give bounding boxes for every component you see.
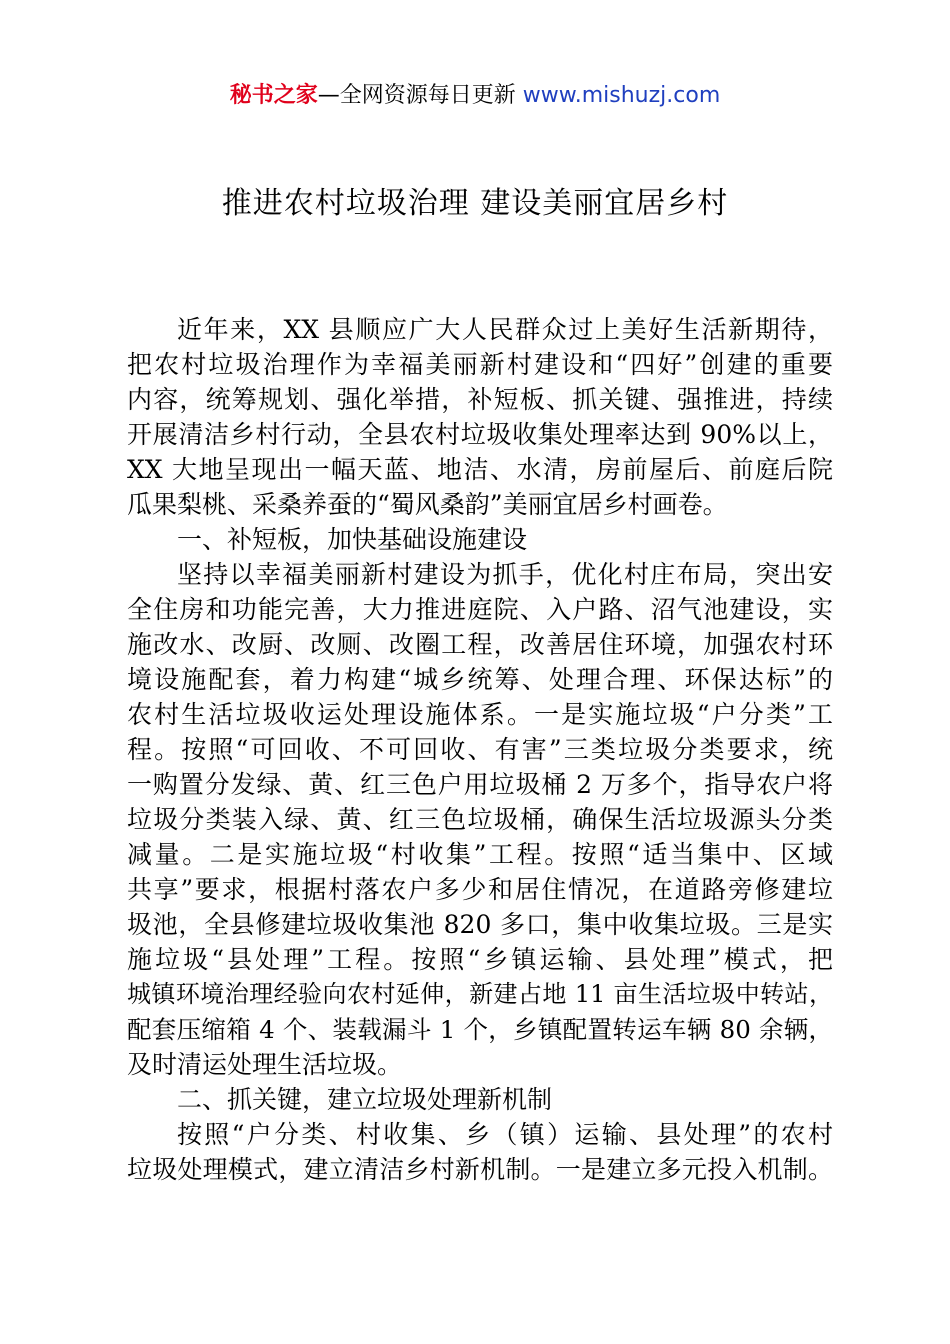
paragraph-line: 境设施配套，着力构建“城乡统筹、处理合理、环保达标”的	[127, 665, 833, 694]
header-tagline: —全网资源每日更新	[317, 83, 523, 108]
section-heading: 一、补短板，加快基础设施建设	[177, 525, 528, 554]
paragraph-line: 垃圾分类装入绿、黄、红三色垃圾桶，确保生活垃圾源头分类	[127, 805, 833, 834]
paragraph-line: 农村生活垃圾收运处理设施体系。一是实施垃圾“户分类”工	[127, 700, 833, 729]
site-header	[0, 80, 950, 112]
paragraph-line: 内容，统筹规划、强化举措，补短板、抓关键、强推进，持续	[127, 385, 833, 414]
paragraph-line: 程。按照“可回收、不可回收、有害”三类垃圾分类要求，统	[127, 735, 833, 764]
paragraph-line: 瓜果梨桃、采桑养蚕的“蜀风桑韵”美丽宜居乡村画卷。	[127, 490, 728, 519]
paragraph-line: 近年来，XX 县顺应广大人民群众过上美好生活新期待，	[177, 315, 833, 344]
paragraph-line: 把农村垃圾治理作为幸福美丽新村建设和“四好”创建的重要	[127, 350, 833, 379]
paragraph-line: 配套压缩箱 4 个、装载漏斗 1 个，乡镇配置转运车辆 80 余辆，	[127, 1015, 833, 1044]
paragraph-line: 坚持以幸福美丽新村建设为抓手，优化村庄布局，突出安	[177, 560, 833, 589]
section-heading: 二、抓关键，建立垃圾处理新机制	[177, 1085, 553, 1114]
brand-name: 秘书之家	[229, 83, 318, 108]
site-url-link[interactable]: www.mishuzj.com	[522, 83, 721, 108]
paragraph-line: 全住房和功能完善，大力推进庭院、入户路、沼气池建设，实	[127, 595, 833, 624]
paragraph-line: 开展清洁乡村行动，全县农村垃圾收集处理率达到 90%以上，	[127, 420, 833, 449]
paragraph-line: 垃圾处理模式，建立清洁乡村新机制。一是建立多元投入机制。	[127, 1155, 833, 1184]
paragraph-line: 施垃圾“县处理”工程。按照“乡镇运输、县处理”模式，把	[127, 945, 833, 974]
document-body	[127, 312, 833, 1187]
paragraph-line: 施改水、改厨、改厕、改圈工程，改善居住环境，加强农村环	[127, 630, 833, 659]
paragraph-line: 一购置分发绿、黄、红三色户用垃圾桶 2 万多个，指导农户将	[127, 770, 833, 799]
paragraph-line: XX 大地呈现出一幅天蓝、地洁、水清，房前屋后、前庭后院	[127, 455, 833, 484]
paragraph-line: 圾池，全县修建垃圾收集池 820 多口，集中收集垃圾。三是实	[127, 910, 833, 939]
paragraph-line: 按照“户分类、村收集、乡（镇）运输、县处理”的农村	[177, 1120, 833, 1149]
paragraph-line: 及时清运处理生活垃圾。	[127, 1050, 403, 1079]
paragraph-line: 减量。二是实施垃圾“村收集”工程。按照“适当集中、区域	[127, 840, 833, 869]
document-title: 推进农村垃圾治理 建设美丽宜居乡村	[221, 186, 729, 221]
paragraph-line: 城镇环境治理经验向农村延伸，新建占地 11 亩生活垃圾中转站，	[127, 980, 833, 1008]
paragraph-line: 共享”要求，根据村落农户多少和居住情况，在道路旁修建垃	[127, 875, 833, 904]
